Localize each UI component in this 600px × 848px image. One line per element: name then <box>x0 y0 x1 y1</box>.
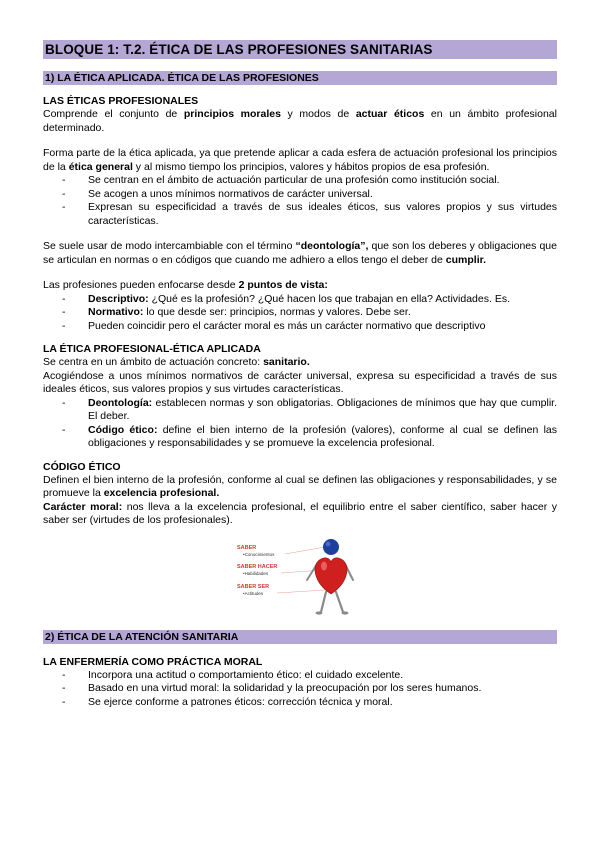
etica-aplicada-paragraph-2: Acogiéndose a unos mínimos normativos de carácter universal, expresa su especificidad a través de sus ideales éticos, sus valores propios y sus virtudes características. <box>43 369 557 395</box>
codigo-etico-paragraph-1: Definen el bien interno de la profesión, conforme al cual se definen las obligaciones y responsabilidades, y se promueve la excelencia profesional. <box>43 473 557 499</box>
figure-leg-right <box>336 592 343 612</box>
etica-aplicada-list <box>43 397 557 451</box>
section-1-heading: 1) LA ÉTICA APLICADA. ÉTICA DE LAS PROFESIONES <box>43 71 557 85</box>
list-item: - Expresan su especificidad a través de sus ideales éticos, sus valores propios y sus virtudes características. <box>43 201 557 228</box>
figure-head-highlight <box>326 541 331 546</box>
figure-head-icon <box>323 539 339 555</box>
caracter-moral-paragraph: Carácter moral: nos lleva a la excelencia profesional, el equilibrio entre el saber científico, saber hacer y saber ser (virtudes de los profesionales). <box>43 500 557 526</box>
eticas-paragraph-2: Forma parte de la ética aplicada, ya que pretende aplicar a cada esfera de actuación profesional los principios de la ética general y al mismo tiempo los principios, valores y hábitos propios de esa profesión. <box>43 147 557 173</box>
list-item: - Código ético: define el bien interno de la profesión (valores), conforme al cual se definen las obligaciones y responsabilidades y se promueve la excelencia profesional. <box>43 424 557 451</box>
eticas-profesionales-heading: LAS ÉTICAS PROFESIONALES <box>43 95 199 107</box>
list-item: - Basado en una virtud moral: la solidaridad y la preocupación por los seres humanos. <box>43 682 557 696</box>
enfermeria-list <box>43 669 557 710</box>
list-item: - Incorpora una actitud o comportamiento ético: el cuidado excelente. <box>43 669 557 683</box>
saber-illustration <box>229 534 359 622</box>
figure-foot-left <box>316 611 323 614</box>
codigo-etico-heading: CÓDIGO ÉTICO <box>43 460 121 473</box>
list-item: - Se acogen a unos mínimos normativos de carácter universal. <box>43 188 557 202</box>
list-item: - Se ejerce conforme a patrones éticos: corrección técnica y moral. <box>43 696 557 710</box>
list-item: - Normativo: lo que desde ser: principios, normas y valores. Debe ser. <box>43 306 557 320</box>
figure-label-saber: SABER <box>237 544 257 551</box>
list-item: - Deontología: establecen normas y son obligatorias. Obligaciones de mínimos que hay que cumplir. El deber. <box>43 397 557 424</box>
etica-aplicada-heading: LA ÉTICA PROFESIONAL-ÉTICA APLICADA <box>43 343 261 355</box>
figure-label-saber-hacer: SABER HACER <box>237 563 278 570</box>
deontologia-paragraph: Se suele usar de modo intercambiable con el término “deontología”, que son los deberes y obligaciones que se articulan en normas o en códigos que cuando me adhiero a ellos tengo el deber de cumplir. <box>43 240 557 266</box>
figure-leg-left <box>321 592 326 612</box>
document-title: BLOQUE 1: T.2. ÉTICA DE LAS PROFESIONES SANITARIAS <box>43 40 557 59</box>
figure-sublabel-habilidades: •Habilidades <box>243 570 269 576</box>
eticas-bullet-list <box>43 174 557 228</box>
list-item: - Se centran en el ámbito de actuación particular de una profesión como institución social. <box>43 174 557 188</box>
enfermeria-heading: LA ENFERMERÍA COMO PRÁCTICA MORAL <box>43 655 263 668</box>
section-2-heading: 2) ÉTICA DE LA ATENCIÓN SANITARIA <box>43 630 557 644</box>
figure-label-saber-ser: SABER SER <box>237 583 270 590</box>
heart-body-icon <box>315 557 347 593</box>
puntos-de-vista-list <box>43 293 557 334</box>
etica-aplicada-paragraph-1: Se centra en un ámbito de actuación concreto: sanitario. <box>43 356 310 368</box>
puntos-de-vista-paragraph: Las profesiones pueden enfocarse desde 2 puntos de vista: <box>43 279 328 291</box>
saber-figure <box>43 534 557 626</box>
list-item: - Pueden coincidir pero el carácter moral es más un carácter normativo que descriptivo <box>43 320 557 334</box>
document-page <box>43 40 557 709</box>
pointer-line-saber <box>285 547 325 554</box>
figure-sublabel-actitudes: •Actitudes <box>243 590 264 596</box>
heart-highlight <box>321 561 327 570</box>
figure-sublabel-conocimientos: •Conocimientos <box>243 551 275 557</box>
figure-foot-right <box>342 611 349 614</box>
pointer-line-saber-ser <box>277 590 325 593</box>
list-item: - Descriptivo: ¿Qué es la profesión? ¿Qué hacen los que trabajan en ella? Actividades. Es. <box>43 293 557 307</box>
eticas-paragraph-1: Comprende el conjunto de principios morales y modos de actuar éticos en un ámbito profesional determinado. <box>43 108 557 134</box>
